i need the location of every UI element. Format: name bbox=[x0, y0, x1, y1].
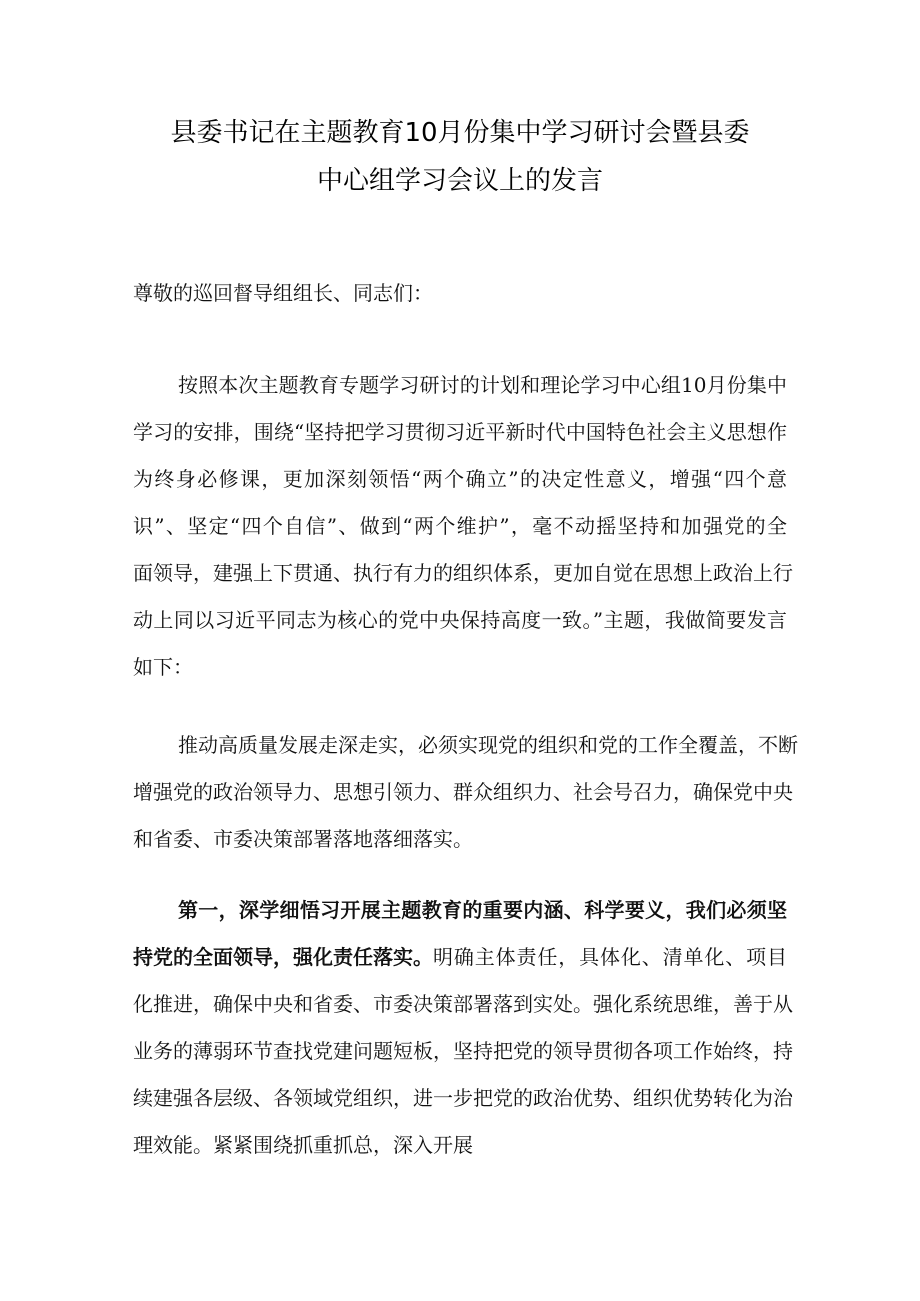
para3-text: 明确主体责任，具体化、清单化、项目 bbox=[433, 945, 787, 969]
salutation: 尊敬的巡回督导组组长、同志们： bbox=[133, 281, 433, 305]
para2-line: 推动高质量发展走深走实，必须实现党的组织和党的工作全覆盖，不断 bbox=[178, 733, 798, 757]
para3-line: 理效能。紧紧围绕抓重抓总，深入开展 bbox=[133, 1133, 473, 1157]
para1-line: 如下： bbox=[133, 655, 193, 679]
para2-line: 增强党的政治领导力、思想引领力、群众组织力、社会号召力，确保党中央 bbox=[133, 780, 793, 804]
document-title-line-1: 县委书记在主题教育10月份集中学习研讨会暨县委 bbox=[170, 118, 750, 148]
para1-line: 按照本次主题教育专题学习研讨的计划和理论学习中心组10月份集中 bbox=[178, 373, 787, 397]
document-title-line-2: 中心组学习会议上的发言 bbox=[316, 166, 603, 196]
para1-line: 学习的安排，围绕“坚持把学习贯彻习近平新时代中国特色社会主义思想作 bbox=[133, 420, 787, 444]
para3-line: 业务的薄弱环节查找党建问题短板，坚持把党的领导贯彻各项工作始终，持 bbox=[133, 1039, 793, 1063]
para1-line: 识”、坚定“四个自信”、做到“两个维护”，毫不动摇坚持和加强党的全 bbox=[133, 514, 787, 538]
para3-line-mixed bbox=[133, 943, 787, 971]
para3-line: 续建强各层级、各领域党组织，进一步把党的政治优势、组织优势转化为治 bbox=[133, 1086, 793, 1110]
para1-line: 面领导，建强上下贯通、执行有力的组织体系，更加自觉在思想上政治上行 bbox=[133, 561, 793, 585]
para1-line: 为终身必修课，更加深刻领悟“两个确立”的决定性意义，增强“四个意 bbox=[133, 467, 787, 491]
para1-line: 动上同以习近平同志为核心的党中央保持高度一致。”主题，我做简要发言 bbox=[133, 608, 787, 632]
para2-line: 和省委、市委决策部署落地落细落实。 bbox=[133, 827, 473, 851]
para3-line: 化推进，确保中央和省委、市委决策部署落到实处。强化系统思维，善于从 bbox=[133, 992, 793, 1016]
para3-heading-line: 第一，深学细悟习开展主题教育的重要内涵、科学要义，我们必须坚 bbox=[178, 898, 787, 922]
para3-heading-end: 持党的全面领导，强化责任落实。 bbox=[133, 945, 433, 969]
